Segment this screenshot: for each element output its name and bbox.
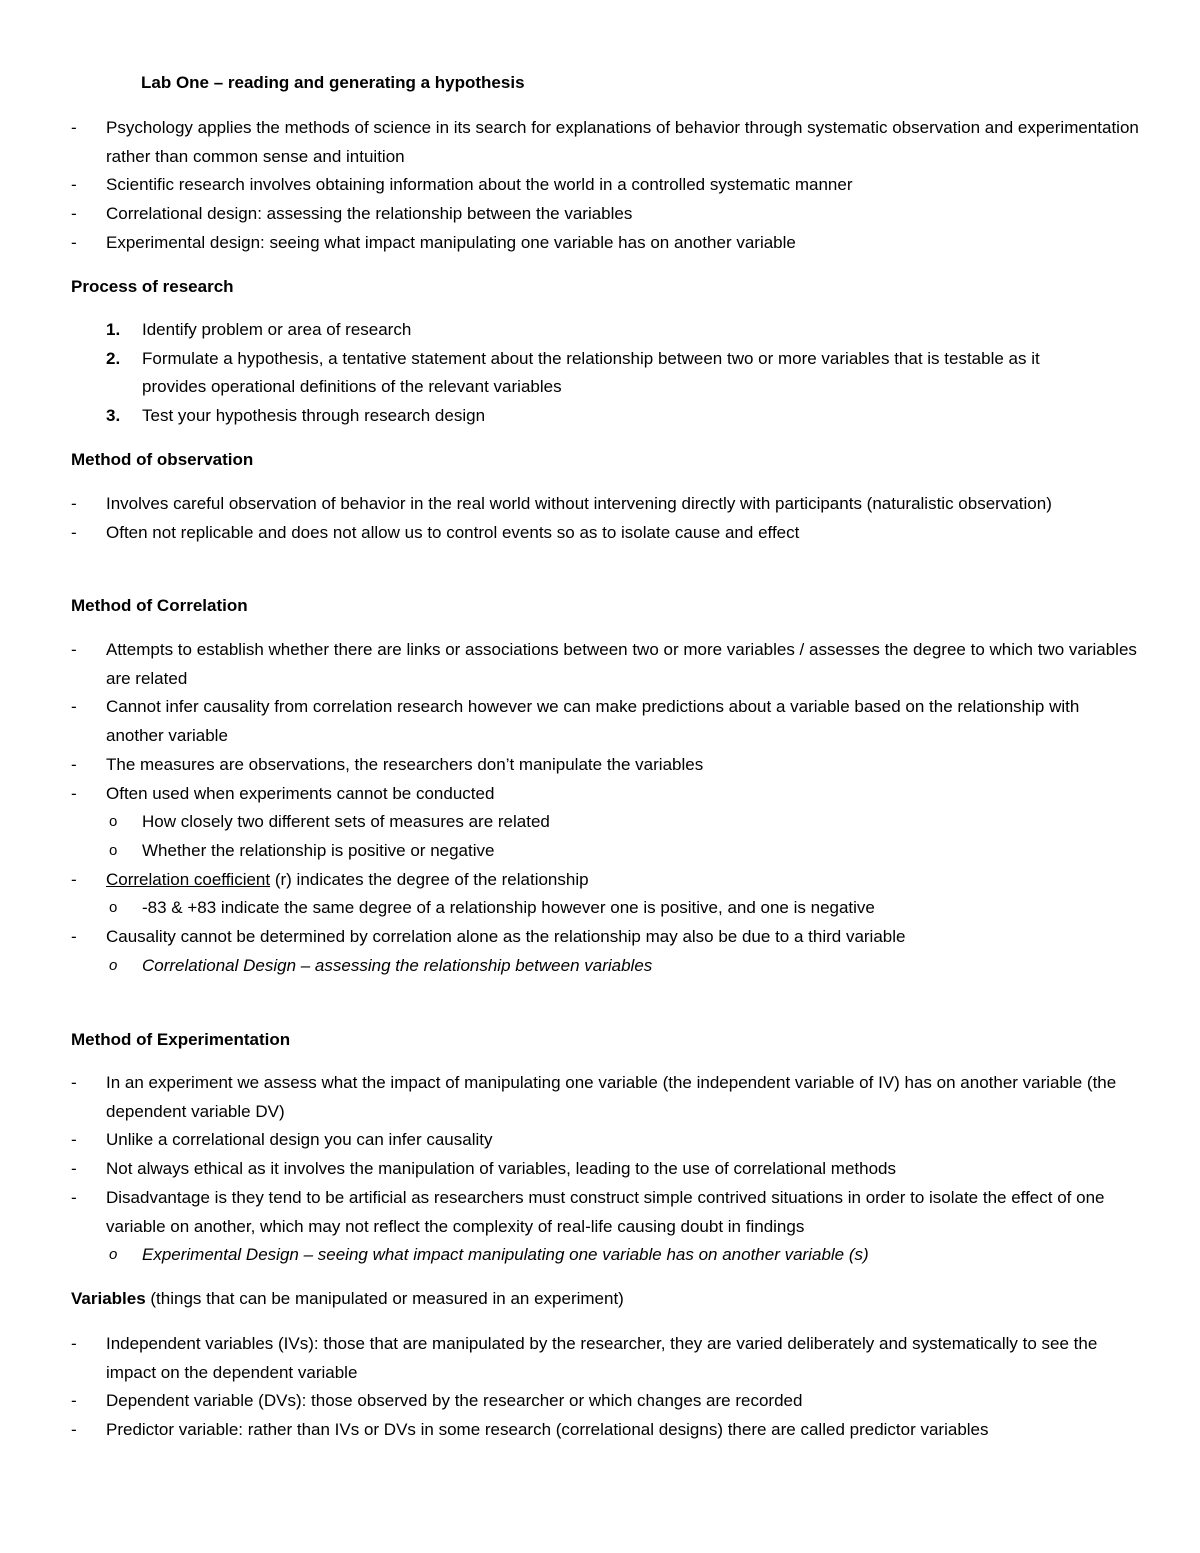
coefficient-term: Correlation coefficient <box>106 869 271 889</box>
list-item: - Often not replicable and does not allow us to control events so as to isolate cause and effect <box>71 519 1141 548</box>
sublist-item: o -83 & +83 indicate the same degree of a relationship however one is positive, and one is negative <box>71 894 1141 923</box>
list-item: - Scientific research involves obtaining information about the world in a controlled systematic manner <box>71 171 1141 200</box>
section-heading-correlation: Method of Correlation <box>71 596 248 615</box>
section-heading-observation: Method of observation <box>71 450 254 469</box>
section-heading-process: Process of research <box>71 277 234 296</box>
list-item: - The measures are observations, the researchers don’t manipulate the variables <box>71 751 1141 780</box>
item-text: Identify problem or area of research <box>142 320 412 339</box>
list-item: - Predictor variable: rather than IVs or DVs in some research (correlational designs) there are called predictor variables <box>71 1416 1141 1445</box>
item-number: 1. <box>106 320 121 339</box>
often-sublist <box>71 808 1141 865</box>
variables-list <box>71 1330 1141 1445</box>
list-item: - Involves careful observation of behavior in the real world without intervening directly with participants (naturalistic observation) <box>71 490 1141 519</box>
coefficient-sublist <box>71 894 1141 923</box>
list-item: - Cannot infer causality from correlation research however we can make predictions about a variable based on the relationship with another variable <box>71 693 1141 750</box>
item-number: 3. <box>106 406 121 426</box>
section-heading-experimentation: Method of Experimentation <box>71 1030 291 1049</box>
sublist-wrap <box>71 1241 1141 1270</box>
list-item: - Not always ethical as it involves the manipulation of variables, leading to the use of correlational methods <box>71 1155 1141 1184</box>
variables-heading-rest: (things that can be manipulated or measured in an experiment) <box>145 1289 624 1308</box>
coefficient-rest: (r) indicates the degree of the relationship <box>270 869 589 889</box>
sublist-item: o Whether the relationship is positive or negative <box>71 837 1141 866</box>
list-item <box>71 866 1141 895</box>
list-item <box>71 780 1141 809</box>
list-item: - Causality cannot be determined by correlation alone as the relationship may also be due to a third variable <box>71 923 1141 952</box>
item-text: Often used when experiments cannot be conducted <box>106 783 495 803</box>
list-item: - In an experiment we assess what the impact of manipulating one variable (the independent variable of IV) has on another variable (the dependent variable DV) <box>71 1069 1141 1126</box>
sublist-item: o Experimental Design – seeing what impact manipulating one variable has on another variable (s) <box>71 1241 1141 1270</box>
observation-list <box>71 490 1141 547</box>
sublist-item: o How closely two different sets of measures are related <box>71 808 1141 837</box>
list-item: - Experimental design: seeing what impact manipulating one variable has on another variable <box>71 229 1141 258</box>
process-list <box>106 316 1106 431</box>
variables-heading-bold: Variables <box>71 1289 146 1308</box>
experimentation-sublist <box>71 1241 1141 1270</box>
list-item <box>106 316 1106 345</box>
item-number: 2. <box>106 348 121 368</box>
section-heading-variables <box>71 1289 624 1309</box>
list-item: - Dependent variable (DVs): those observed by the researcher or which changes are recorded <box>71 1387 1141 1416</box>
correlation-list <box>71 636 1141 980</box>
list-item: - Attempts to establish whether there are links or associations between two or more variables / assesses the degree to which two variables are related <box>71 636 1141 693</box>
item-text: Test your hypothesis through research design <box>142 406 486 426</box>
sublist-wrap <box>71 894 1141 923</box>
causality-sublist <box>71 952 1141 981</box>
sublist-wrap <box>71 952 1141 981</box>
sublist-wrap <box>71 808 1141 865</box>
intro-list <box>71 114 1141 258</box>
experimentation-list <box>71 1069 1141 1270</box>
list-item: - Unlike a correlational design you can infer causality <box>71 1126 1141 1155</box>
list-item <box>106 402 1106 431</box>
item-text: Formulate a hypothesis, a tentative statement about the relationship between two or more variables that is testable as it provides operational definitions of the relevant variables <box>142 348 1040 397</box>
page-title: Lab One – reading and generating a hypothesis <box>141 73 525 92</box>
list-item: - Independent variables (IVs): those that are manipulated by the researcher, they are varied deliberately and systematically to see the impact on the dependent variable <box>71 1330 1141 1387</box>
list-item: - Disadvantage is they tend to be artificial as researchers must construct simple contrived situations in order to isolate the effect of one variable on another, which may not reflect the complexity of real-life causing doubt in findings <box>71 1184 1141 1241</box>
sublist-item: o Correlational Design – assessing the relationship between variables <box>71 952 1141 981</box>
list-item <box>106 345 1106 402</box>
list-item: - Correlational design: assessing the relationship between the variables <box>71 200 1141 229</box>
list-item: - Psychology applies the methods of science in its search for explanations of behavior through systematic observation and experimentation rather than common sense and intuition <box>71 114 1141 171</box>
